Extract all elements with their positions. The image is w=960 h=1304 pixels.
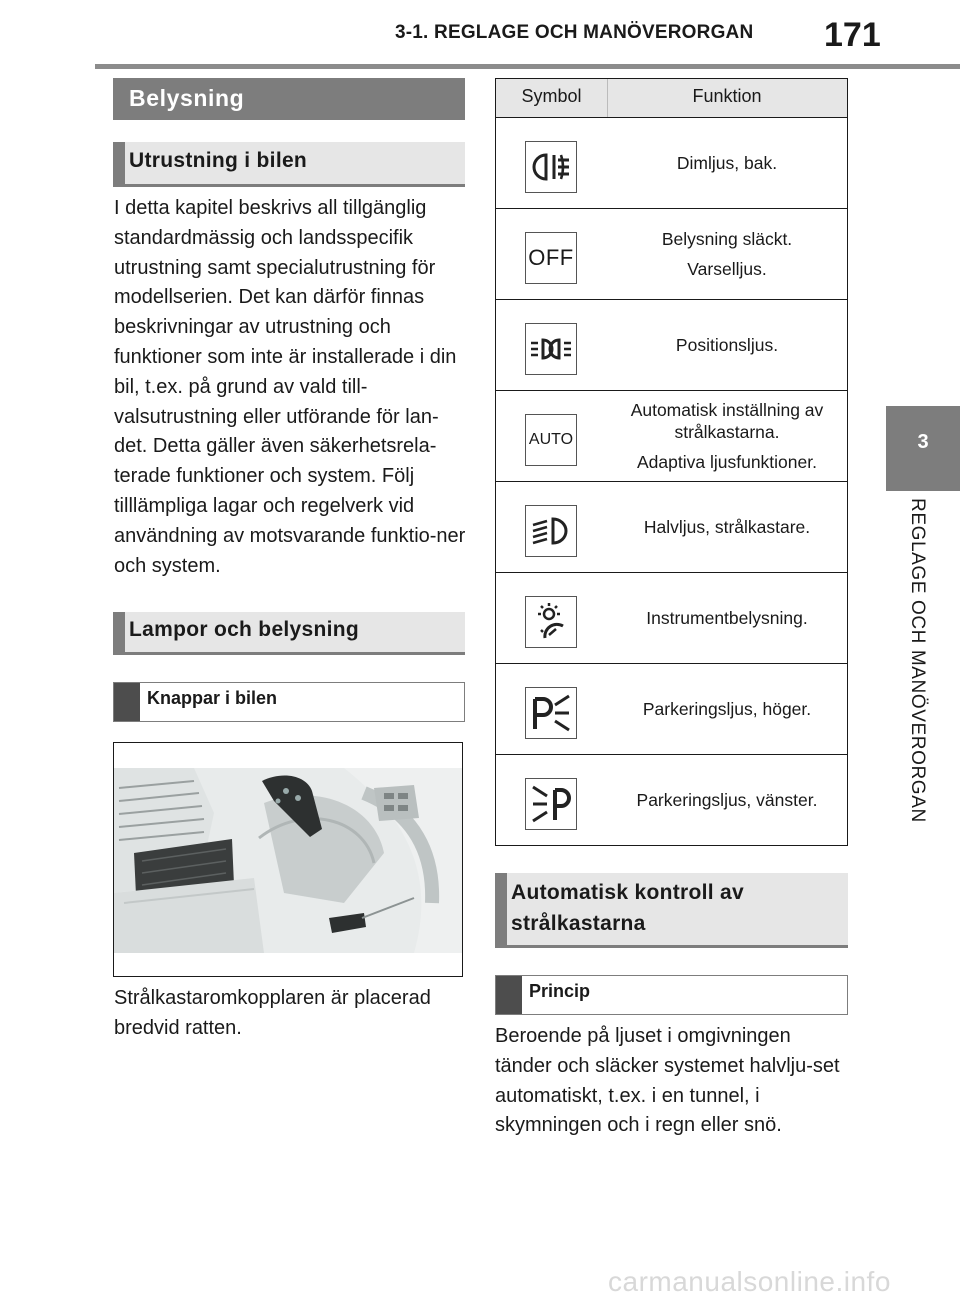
heading-princip-text: Princip — [529, 981, 591, 1001]
function-text — [607, 118, 847, 208]
chapter-label: REGLAGE OCH MANÖVERORGAN — [907, 498, 928, 823]
chapter-number: 3 — [917, 431, 929, 453]
table-header — [496, 79, 847, 118]
parking-light-right-icon — [525, 687, 577, 739]
heading-knappar-text: Knappar i bilen — [147, 688, 278, 708]
off-icon: OFF — [525, 232, 577, 284]
heading-bar — [113, 142, 125, 184]
table-row — [496, 482, 847, 573]
page-number: 171 — [824, 16, 881, 54]
heading-auto — [495, 873, 848, 945]
symbol-table — [495, 78, 848, 846]
table-row — [496, 209, 847, 300]
heading-auto-text: Automatisk kontroll av strålkastarna — [511, 881, 744, 935]
table-row — [496, 664, 847, 755]
function-text — [607, 209, 847, 299]
function-line: Adaptiva ljusfunktioner. — [637, 452, 817, 472]
rear-fog-light-icon — [525, 141, 577, 193]
heading-bar — [496, 976, 522, 1014]
heading-belysning: Belysning — [113, 78, 465, 120]
instrument-lighting-icon — [525, 596, 577, 648]
function-line: Automatisk inställning av strålkastarna. — [630, 400, 824, 442]
table-row — [496, 573, 847, 664]
section-title: 3-1. REGLAGE OCH MANÖVERORGAN — [395, 22, 754, 43]
heading-utrustning — [113, 142, 465, 184]
watermark: carmanualsonline.info — [608, 1266, 891, 1297]
function-text — [607, 755, 847, 845]
heading-bar — [495, 873, 507, 945]
position-lights-icon — [525, 323, 577, 375]
auto-icon: AUTO — [525, 414, 577, 466]
table-row — [496, 118, 847, 209]
parking-light-left-icon — [525, 778, 577, 830]
function-line: Dimljus, bak. — [676, 153, 778, 173]
function-line: Parkeringsljus, höger. — [642, 699, 812, 719]
table-row — [496, 391, 847, 482]
heading-underline — [495, 945, 848, 948]
header-rule — [95, 64, 960, 69]
heading-princip — [495, 975, 848, 1015]
function-line: Belysning släckt. — [661, 229, 793, 249]
heading-bar — [114, 683, 140, 721]
function-line: Instrumentbelysning. — [646, 608, 808, 628]
table-row — [496, 300, 847, 391]
header-function: Funktion — [692, 86, 762, 106]
heading-underline — [113, 184, 465, 187]
heading-utrustning-text: Utrustning i bilen — [129, 149, 308, 172]
heading-lampor-text: Lampor och belysning — [129, 618, 360, 641]
chapter-tab-line — [886, 488, 960, 491]
header-symbol: Symbol — [521, 86, 582, 106]
function-line: Varselljus. — [687, 259, 767, 279]
low-beam-icon — [525, 505, 577, 557]
function-text — [607, 391, 847, 481]
heading-lampor — [113, 612, 465, 652]
function-text — [607, 664, 847, 754]
photo-caption: Strålkastaromkopplaren är placerad bredvid ratten. — [114, 987, 431, 1039]
light-switch-photo — [113, 742, 463, 977]
function-line: Parkeringsljus, vänster. — [636, 790, 818, 810]
function-text — [607, 573, 847, 663]
function-line: Halvljus, strålkastare. — [643, 517, 811, 537]
table-row — [496, 755, 847, 845]
heading-knappar — [113, 682, 465, 722]
function-text — [607, 300, 847, 390]
function-text — [607, 482, 847, 572]
principle-paragraph: Beroende på ljuset i omgivningen tänder och släcker systemet halvlju-set automatiskt, t.ex. i en tunnel, i skymningen och i regn eller snö. — [495, 1025, 840, 1137]
heading-underline — [113, 652, 465, 655]
intro-paragraph: I detta kapitel beskrivs all tillgänglig standardmässig och landsspecifik utrustning samt specialutrustning för modellserien. Det kan därför finnas beskrivningar av utrustning och funktioner som inte är installerade i din bil, t.ex. på grund av vald till-valsutrustning eller utförande för lan-det. Detta gäller även säkerhetsrela-terade funktioner och system. Följ tilllämpliga lagar och regelverk vid användning av motsvarande funktio-ner och system. — [114, 197, 466, 577]
heading-bar — [113, 612, 125, 652]
function-line: Positionsljus. — [675, 335, 779, 355]
